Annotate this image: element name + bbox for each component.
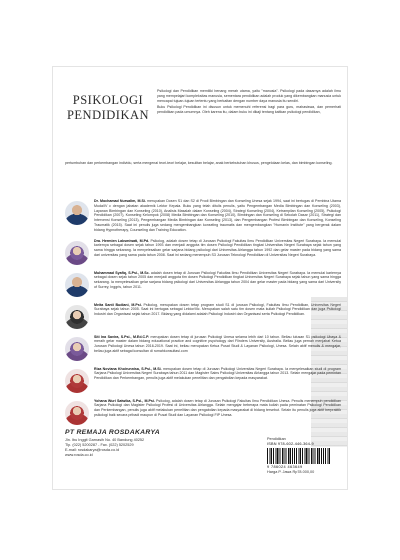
author-entry	[65, 367, 341, 393]
author-name: Muhammad Syafiq, S.Psi., M.Sc.	[94, 270, 150, 275]
author-entry	[65, 271, 341, 297]
author-photo	[65, 241, 89, 265]
author-bio	[94, 271, 341, 290]
author-entry	[65, 399, 341, 425]
author-name: Yohana Wuri Satwika, S.Psi., M.Psi.	[94, 398, 155, 403]
author-photo	[65, 273, 89, 297]
author-description: merupakan dosen tetap di jurusan Psikologi Unesa selama lebih dari 10 tahun. Beliau lulusan S1 psikologi Ubaya & meraih gelar master dalam bidang educational practice and cognitive psychology dari Flinders University, Australia. Beliau juga pernah menjabat Ketua Jurusan Psikologi Unesa tahun 2016-2019. Saat ini, beliau merupakan Ketua Pusat Studi & Layanan Psikologi, Unesa. Selain aktif menulis & mengajar, beliau juga aktif sebagai konsultan di rumahkonsultasi.com	[94, 334, 342, 353]
author-entry	[65, 199, 341, 233]
intro-text	[157, 89, 341, 115]
title-line-2: PENDIDIKAN	[66, 108, 150, 122]
publisher-phone: Tlp. (022) 5200287 - Fax. (022) 5202529	[65, 443, 134, 447]
author-name: Meita Santi Budiani, M.Psi.	[94, 302, 142, 307]
author-list	[65, 199, 341, 431]
author-photo	[65, 369, 89, 393]
author-bio	[94, 367, 341, 381]
book-back-cover	[52, 66, 348, 490]
author-bio	[94, 239, 341, 258]
author-name: Riza Noviana Khoirunnisa, S.Psi., M.Si.	[94, 366, 162, 371]
publisher-address: Jln. Ibu Inggit Garnasih No. 40 Bandung 40252	[65, 438, 145, 442]
book-category: Pendidikan	[267, 437, 286, 441]
author-description: Psikolog, merupakan dosen tetap program studi S1 di jurusan Psikologi, Fakultas Ilmu Pendidikan, Universitas Negeri Surabaya sejak tahun 2005. Saat ini bertugas sebagai Lektor/IIIc. Merupakan salah satu tim dosen mata kuliah Psikologi Pendidikan dan juga Psikologi Industri dan Organisasi sejak tahun 2017. Bidang yang didalami adalah Psikologi Industri dan Organisasi serta Psikologi Pendidikan.	[94, 302, 342, 317]
author-bio	[94, 199, 341, 233]
publisher-website: www.rosda.co.id	[65, 453, 93, 457]
author-name: Dra. Hermien Laksmiwati, M.Pd.	[94, 238, 150, 243]
author-description: Psikolog, adalah dosen tetap di Jurusan Psikologi Fakultas Ilmu Pendidikan Unesa. Penulis menempuh pendidikan Sarjana Psikologi dan Magister Psikologi Profesi di Universitas Airlangga. Selain mengajar beberapa mata kuliah pada peminatan Psikologi Pendidikan dan Perkembangan, penulis juga aktif melakukan penelitian dan pengabdian kepada masyarakat di bidang tersebut. Selain itu penulis juga aktif berpraktik psikologi baik secara pribadi maupun di Pusat Studi dan Layanan Psikologi FIP Unesa.	[94, 398, 342, 417]
lead-text: pertumbuhan dan perkembangan individu, serta mengenai teori-teori belajar, kesulitan belajar, anak berkebutuhan khusus, pengelolaan kelas, dan bimbingan konseling.	[65, 161, 333, 165]
publisher-name: PT REMAJA ROSDAKARYA	[65, 429, 160, 436]
publisher-email: E-mail: rosdakarya@rosda.co.id	[65, 448, 120, 452]
author-entry	[65, 239, 341, 265]
isbn-number: ISBN 978-602-446-364-9	[267, 442, 314, 446]
author-photo	[65, 305, 89, 329]
book-title	[61, 93, 155, 123]
author-entry	[65, 335, 341, 361]
barcode-icon	[267, 448, 331, 464]
author-photo	[65, 201, 89, 225]
barcode-block	[267, 437, 333, 475]
title-line-1: PSIKOLOGI	[72, 93, 144, 107]
barcode-digits: 9 786024 463649	[267, 465, 303, 469]
author-entry	[65, 303, 341, 329]
author-description: merupakan dosen tetap di Jurusan Psikologi Universitas Negeri Surabaya. Ia menyelesaikan studi di program Sarjana Psikologi Universitas Negeri Surabaya tahun 2011 dan Magister Sains Psikologi Universitas Airlangga tahun 2013. Selain mengajar pada pemintan Pendidikan dan Perkembangan, penulis juga aktif melakukan penelitian dan pengabdian kepada masyarakat.	[94, 366, 341, 381]
author-photo	[65, 337, 89, 361]
author-description: merupakan Dosen S1 dan S2 di Prodi Bimbingan dan Konseling Unesa sejak 1994, saat ini bertugas di Pembina Utama Muda/IV c dengan jabatan akademik Lektor Kepala. Buku yang telah ditulis penulis, yaitu Pengembangan Media Bimbingan dan Konseling (2003), Layanan Bimbingan dan Konseling (2010), Analisis Masalah dalam Konseling (2004), Strategi Konseling (2004), Ketrampilan Konseling (2005), Psikologi Pendidikan (2007), Konseling Kelompok (2008) Media Bimbingan dan Konseling (2010), Bimbingan dan Konseling di Sekolah Dasar (2011), Strategi dan Intervensi Konseling (2013), Pengembangan Media Bimbingan dan Konseling (2013), dan Pengembangan Profesi Bimbingan dan Konseling, Konseling Traumatik (2015). Saat ini penulis juga sedang mengembangkan konseling traumatis dan mengembangkan "Humanin Institute" yang bergerak dalam bidang Hypnotherapy, Counseling dan Training Education.	[94, 199, 342, 232]
author-description: Psikolog, adalah dosen tetap di Jurusan Psikologi Fakultas Ilmu Pendidikan Universitas Negeri Surabaya. Ia memulai kariernya sebagai dosen sejak tahun 1993 dan menjadi anggota tim dosen Psikologi Pendidikan tingkat Universitas Negeri Surabaya sejak tahun yang sama hingga sekarang. Ia menyelesaikan gelar sarjana bidang psikologi dari Universitas Airlangga tahun 1992 dan gelar master pada bidang yang sama dari universitas yang sama pada tahun 2008. Saat ini sedang menempuh S3 Jurusan Teknologi Pendidikan di Universitas Negeri Surabaya.	[94, 238, 342, 257]
author-photo	[65, 401, 89, 425]
book-price: Harga P. Jawa Rp78.000,00	[267, 470, 315, 474]
intro-paragraph: Buku Psikologi Pendidikan ini disusun untuk memenuhi referensi bagi para guru, mahasiswa, dan pemerhati pendidikan pada umumnya. Oleh karena itu, dalam buku ini dikaji tentang kaitkan psikologi pendidikan,	[157, 105, 341, 115]
author-bio	[94, 399, 341, 418]
intro-paragraph: Psikologi dan Pendidikan memiliki benang merah utama, yaitu "manusia". Psikologi pada dasarnya adalah ilmu yang mempelajari kompleksitas manusia, sementara pendidikan adalah produk yang dikembangkan manusia untuk mencapai tujuan-tujuan tertentu yang berkaitan dengan number daya manusia itu sendiri.	[157, 89, 341, 103]
author-name: Dr. Mochamad Nursalim, M.Si.	[94, 199, 146, 203]
author-bio	[94, 303, 341, 317]
author-name: Siti Ina Savira, S.Psi., M.Ed.C.P.	[94, 334, 150, 339]
author-description: adalah dosen tetap di Jurusan Psikologi Fakultas Ilmu Pendidikan Universitas Negeri Surabaya. Ia memulai kariernya sebagai dosen sejak tahun 2005 dan menjadi anggota tim dosen Psikologi Pendidikan tingkat Universitas Negeri Surabaya sejak tahun yang sama hingga sekarang. Ia menyelesaikan gelar sarjana bidang psikologi dari Universitas Airlangga tahun 2004 dan gelar master pada bidang yang sama dari University of Surrey, Inggris, tahun 2011.	[94, 270, 342, 289]
author-bio	[94, 335, 341, 354]
publisher-info	[65, 429, 265, 458]
